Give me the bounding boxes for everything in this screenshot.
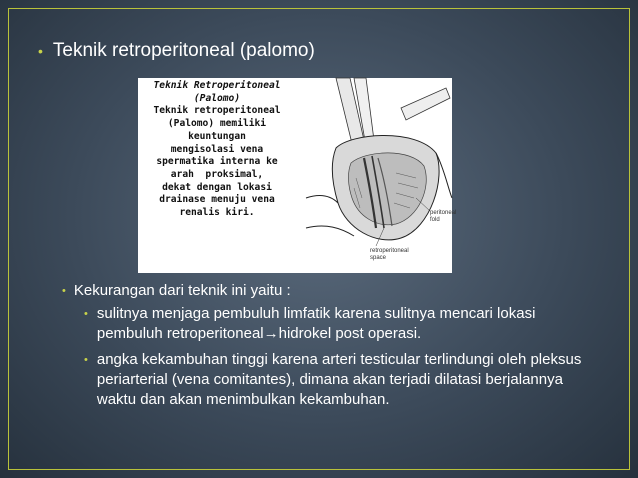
figure-heading-2: (Palomo): [193, 92, 241, 104]
bullet-icon: •: [62, 285, 66, 297]
list-item: [62, 282, 602, 300]
bullet-list: [62, 282, 602, 416]
figure-label-space: retroperitoneal space: [370, 248, 409, 261]
figure-caption: [142, 80, 292, 220]
figure-image: [138, 78, 457, 273]
figure-heading-1: Teknik Retroperitoneal: [153, 80, 281, 91]
figure-line: arah proksimal,: [170, 168, 264, 180]
slide-title: Teknik retroperitoneal (palomo): [52, 40, 315, 61]
figure-line: mengisolasi vena: [170, 143, 264, 155]
figure-line: drainase menuju vena: [159, 194, 275, 206]
surgical-illustration: [306, 78, 452, 273]
figure-line: keuntungan: [188, 130, 246, 142]
figure-line: renalis kiri.: [179, 207, 255, 219]
bullet-icon: •: [38, 43, 43, 59]
bullet-icon: •: [84, 354, 88, 366]
bullet-icon: •: [84, 308, 88, 320]
title-row: [38, 40, 315, 62]
list-item: [84, 304, 602, 344]
figure-line: (Palomo) memiliki: [167, 118, 267, 130]
figure-label-fold: peritoneal fold: [430, 210, 457, 223]
list-item: [84, 350, 602, 410]
list-item-text: Kekurangan dari teknik ini yaitu :: [73, 282, 291, 299]
figure-line: spermatika interna ke: [156, 156, 278, 168]
list-item-text: angka kekambuhan tinggi karena arteri testicular terlindungi oleh pleksus periarterial (vena comitantes), dimana akan terjadi dilatasi berjalannya waktu dan akan menimbulkan kekambuhan.: [96, 351, 582, 408]
figure-line: dekat dengan lokasi: [162, 181, 272, 193]
list-item-text: sulitnya menjaga pembuluh limfatik karena sulitnya mencari lokasi pembuluh retroperitoneal→hidrokel post operasi.: [96, 305, 536, 342]
figure-line: Teknik retroperitoneal: [153, 105, 281, 117]
